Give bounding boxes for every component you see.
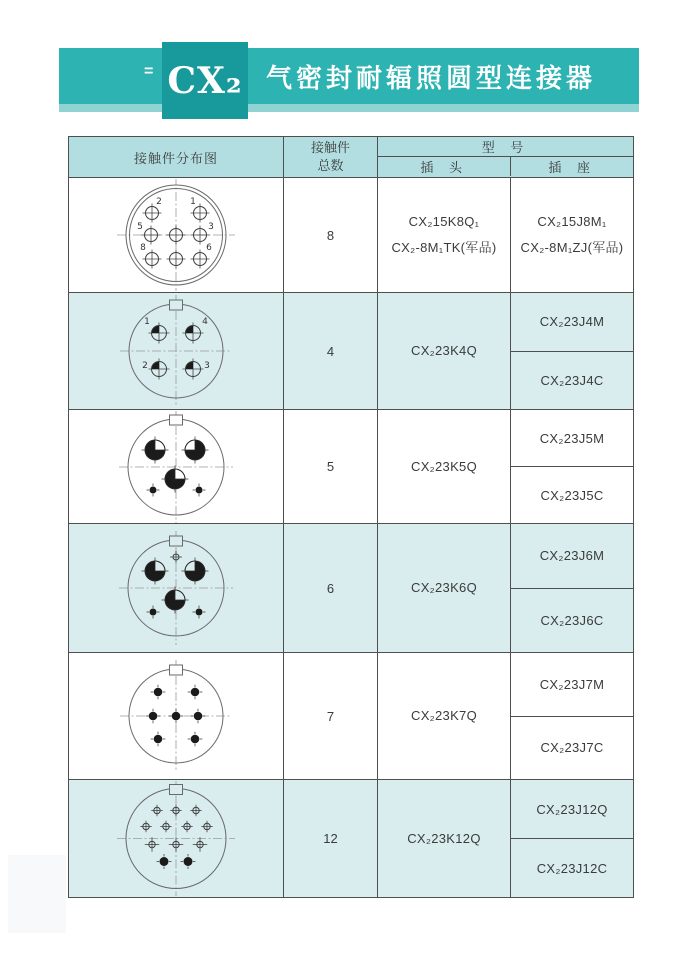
brand-box (162, 42, 248, 119)
svg-text:3: 3 (208, 222, 214, 232)
socket-model-cell (510, 293, 633, 409)
plug-model-cell (377, 178, 510, 292)
header-contact-diagram: 接触件分布图 (133, 150, 218, 166)
plug-model-cell: CX₂23K6Q (377, 524, 510, 652)
contact-diagram-cell (69, 293, 283, 409)
contact-count-value: 5 (283, 410, 377, 523)
svg-text:1: 1 (190, 197, 196, 207)
socket-model-bottom: CX₂23J6C (540, 612, 604, 628)
header-model-subrow (378, 157, 633, 176)
plug-model-line: CX₂-8M₁TK(军品) (391, 240, 497, 255)
svg-text:3: 3 (204, 361, 210, 371)
plug-model-cell: CX₂23K5Q (377, 410, 510, 523)
plug-model-line: CX₂15K8Q₁ (408, 214, 480, 229)
connector-face-diagram-12 (101, 781, 251, 896)
table-row (69, 409, 633, 523)
socket-model-line: CX₂-8M₁ZJ(军品) (520, 240, 624, 255)
brand-text: CX₂ (167, 59, 243, 102)
socket-model-top: CX₂23J5M (511, 410, 633, 467)
contact-diagram-cell (69, 653, 283, 779)
connector-face-diagram-5 (101, 411, 251, 523)
scan-shadow-artifact (8, 855, 66, 933)
socket-model-bottom: CX₂23J4C (540, 372, 604, 388)
svg-text:8: 8 (140, 243, 146, 253)
contact-diagram-cell (69, 410, 283, 523)
connector-face-diagram-4 (101, 294, 251, 408)
page-title: 气密封耐辐照圆型连接器 (266, 62, 597, 93)
socket-model-cell (510, 410, 633, 523)
header-dash-mark: = (144, 63, 154, 80)
socket-model-line: CX₂15J8M₁ (537, 214, 607, 229)
socket-model-bottom: CX₂23J5C (540, 487, 604, 503)
socket-model-cell (510, 780, 633, 897)
header-plug: 插 头 (420, 160, 469, 175)
table-row (69, 292, 633, 409)
svg-text:6: 6 (206, 243, 212, 253)
socket-model-top: CX₂23J7M (511, 653, 633, 717)
table-row (69, 523, 633, 652)
socket-model-top: CX₂23J12Q (511, 780, 633, 839)
header-band-light-strip (59, 104, 639, 112)
contact-diagram-cell (69, 524, 283, 652)
svg-text:1: 1 (144, 317, 150, 327)
table-row (69, 779, 633, 897)
header-contact-count-line2: 总数 (317, 158, 344, 173)
plug-model-cell: CX₂23K12Q (377, 780, 510, 897)
connector-face-diagram-8 (101, 179, 251, 291)
table-header (69, 137, 633, 177)
svg-text:5: 5 (137, 222, 143, 232)
contact-diagram-cell (69, 178, 283, 292)
socket-model-bottom: CX₂23J12C (536, 860, 608, 876)
contact-count-value: 7 (283, 653, 377, 779)
contact-count-value: 4 (283, 293, 377, 409)
header-socket: 插 座 (510, 157, 633, 176)
table-row (69, 652, 633, 779)
socket-model-cell (510, 178, 633, 292)
contact-count-value: 12 (283, 780, 377, 897)
connector-model-table (68, 136, 634, 898)
contact-count-value: 8 (283, 178, 377, 292)
socket-model-top: CX₂23J4M (511, 293, 633, 352)
connector-face-diagram-7 (101, 654, 251, 778)
header-model-group (377, 137, 633, 177)
svg-text:2: 2 (142, 361, 148, 371)
connector-face-diagram-6 (101, 525, 251, 651)
socket-model-top: CX₂23J6M (511, 524, 633, 589)
header-model: 型 号 (378, 137, 633, 157)
plug-model-cell: CX₂23K7Q (377, 653, 510, 779)
plug-model-cell: CX₂23K4Q (377, 293, 510, 409)
table-row (69, 177, 633, 292)
contact-diagram-cell (69, 780, 283, 897)
svg-text:2: 2 (156, 197, 162, 207)
contact-count-value: 6 (283, 524, 377, 652)
socket-model-cell (510, 524, 633, 652)
svg-text:4: 4 (202, 317, 208, 327)
socket-model-cell (510, 653, 633, 779)
socket-model-bottom: CX₂23J7C (540, 740, 604, 756)
header-contact-count (283, 137, 377, 177)
header-contact-count-line1: 接触件 (310, 140, 350, 155)
